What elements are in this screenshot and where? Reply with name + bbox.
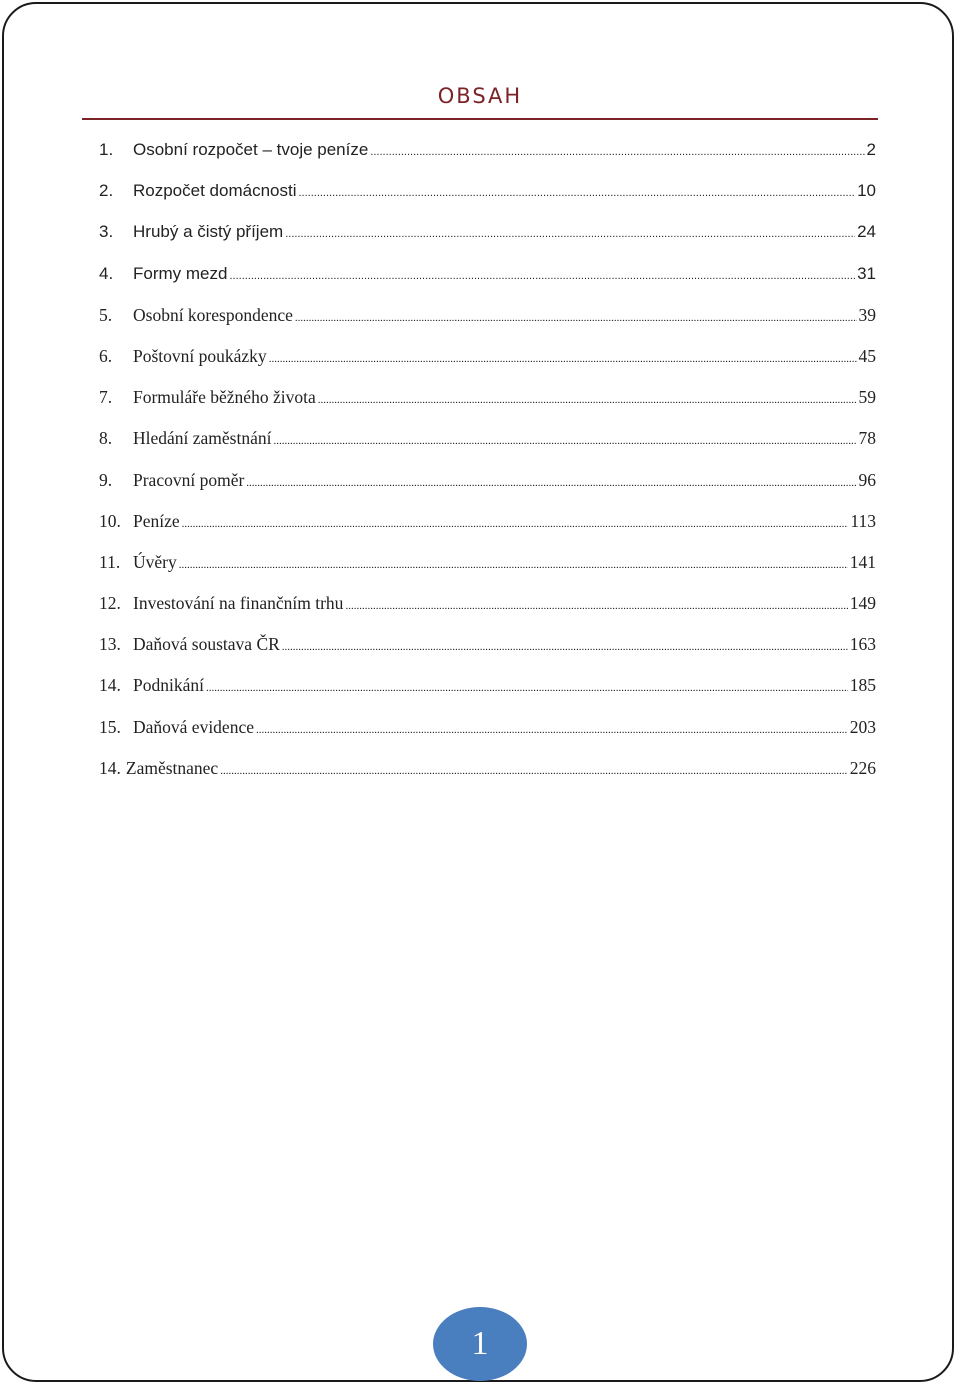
toc-entry-page: 96: [858, 469, 876, 490]
toc-entry[interactable]: [99, 135, 876, 176]
toc-entry-title: Zaměstnanec: [125, 757, 219, 778]
toc-leader-dots: [206, 673, 848, 703]
toc-entry-title: Osobní rozpočet – tvoje peníze: [133, 140, 369, 159]
toc-entry-title: Peníze: [133, 510, 180, 531]
toc-entry[interactable]: [99, 217, 876, 258]
toc-leader-dots: [285, 219, 855, 249]
toc-entry-page: 203: [849, 716, 876, 737]
toc-entry-title: Pracovní poměr: [133, 469, 245, 490]
toc-entry-page: 185: [849, 675, 876, 696]
toc-entry[interactable]: [99, 382, 876, 423]
toc-entry-title: Investování na finančním trhu: [133, 593, 344, 614]
toc-leader-dots: [282, 632, 848, 662]
toc-entry-number: 9.: [99, 469, 113, 490]
toc-leader-dots: [274, 426, 857, 456]
toc-entry-page: 149: [849, 593, 876, 614]
toc-entry-number: 4.: [99, 263, 114, 283]
toc-entry-title: Formy mezd: [133, 263, 228, 283]
toc-entry-title: Hrubý a čistý příjem: [133, 222, 284, 242]
toc-entry-number: 15.: [99, 716, 121, 737]
toc-entry-title: Osobní korespondence: [133, 304, 293, 325]
toc-entry-title: Poštovní poukázky: [133, 345, 267, 366]
toc-entry-number: 7.: [99, 387, 113, 408]
toc-entry-number: 13.: [99, 634, 121, 655]
toc-entry[interactable]: [99, 506, 876, 547]
toc-entry-number: 2.: [99, 181, 114, 201]
toc-entry[interactable]: [99, 423, 876, 464]
toc-entry-page: 163: [849, 634, 876, 655]
toc-entry-page: 113: [850, 510, 876, 531]
toc-entry-title: Daňová soustava ČR: [133, 634, 280, 655]
toc-entry-number: 11.: [99, 551, 121, 572]
toc-entry[interactable]: [99, 300, 876, 341]
toc-entry-number: 6.: [99, 345, 113, 366]
toc-entry-number: 3.: [99, 222, 114, 242]
toc-entry-page: 24: [857, 222, 876, 242]
toc-entry[interactable]: [99, 629, 876, 670]
page-number-badge: 1: [433, 1307, 527, 1381]
toc-entry-title: Úvěry: [133, 551, 177, 572]
toc-entry[interactable]: [99, 753, 876, 794]
toc-entry-page: 141: [849, 551, 876, 572]
toc-entry-title: Formuláře běžného života: [133, 387, 316, 408]
toc-leader-dots: [256, 715, 848, 745]
toc-entry-number: 5.: [99, 304, 113, 325]
toc-leader-dots: [179, 550, 848, 580]
toc-leader-dots: [269, 344, 857, 374]
toc-entry-number: 1.: [99, 140, 114, 159]
toc-leader-dots: [298, 178, 855, 208]
title-divider: [82, 118, 878, 120]
toc-entry[interactable]: [99, 341, 876, 382]
toc-entry-page: 31: [857, 263, 876, 283]
toc-entry-number: 14.: [99, 757, 121, 778]
toc-entry[interactable]: [99, 588, 876, 629]
toc-leader-dots: [229, 261, 855, 291]
toc-entry-page: 10: [857, 181, 876, 201]
page-title: OBSAH: [437, 84, 523, 108]
toc-entry-page: 2: [866, 140, 876, 159]
toc-entry-number: 14.: [99, 675, 121, 696]
toc-leader-dots: [295, 303, 857, 333]
toc-entry[interactable]: [99, 712, 876, 753]
toc-entry[interactable]: [99, 670, 876, 711]
toc-entry[interactable]: [99, 176, 876, 217]
toc-entry-title: Rozpočet domácnosti: [133, 181, 297, 201]
table-of-contents: [99, 135, 876, 794]
toc-entry-number: 8.: [99, 428, 113, 449]
toc-entry-title: Podnikání: [133, 675, 204, 696]
toc-entry-title: Hledání zaměstnání: [133, 428, 272, 449]
toc-leader-dots: [370, 137, 864, 167]
toc-leader-dots: [345, 591, 847, 621]
toc-entry-title: Daňová evidence: [133, 716, 254, 737]
toc-entry-page: 39: [858, 304, 876, 325]
toc-entry-number: 10.: [99, 510, 121, 531]
toc-entry-page: 45: [858, 345, 876, 366]
toc-entry[interactable]: [99, 259, 876, 300]
toc-entry-page: 59: [858, 387, 876, 408]
toc-leader-dots: [182, 509, 849, 539]
toc-entry-page: 226: [849, 757, 876, 778]
toc-leader-dots: [220, 756, 848, 786]
toc-entry[interactable]: [99, 547, 876, 588]
toc-entry-number: 12.: [99, 593, 121, 614]
toc-entry-page: 78: [858, 428, 876, 449]
toc-leader-dots: [318, 385, 857, 415]
toc-leader-dots: [246, 468, 856, 498]
toc-entry[interactable]: [99, 465, 876, 506]
